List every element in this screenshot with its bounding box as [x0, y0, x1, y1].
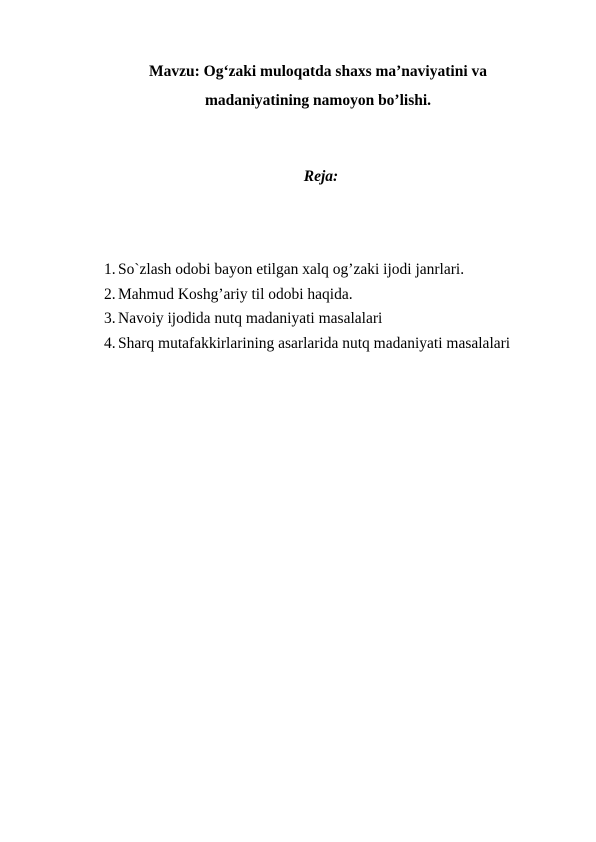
- plan-item-text: So`zlash odobi bayon etilgan xalq og’zaki ijodi janrlari.: [118, 261, 465, 278]
- plan-item-text: Mahmud Koshg’ariy til odobi haqida.: [118, 285, 353, 303]
- title-line-2: madaniyatining namoyon bo’lishi.: [204, 92, 432, 109]
- document-title: [0, 57, 596, 115]
- plan-item-number: 3.: [104, 310, 116, 327]
- plan-item-number: 2.: [104, 285, 116, 303]
- plan-list: [104, 258, 510, 356]
- plan-item-number: 4.: [104, 334, 116, 352]
- plan-item-text: Navoiy ijodida nutq madaniyati masalalari: [118, 310, 383, 327]
- plan-item-text: Sharq mutafakkirlarining asarlarida nutq madaniyati masalalari: [118, 334, 511, 352]
- plan-item-3: [104, 307, 510, 332]
- plan-heading: Reja:: [303, 168, 339, 185]
- plan-item-2: [104, 283, 510, 308]
- plan-item-4: [104, 332, 510, 357]
- plan-item-number: 1.: [104, 261, 116, 278]
- title-line-1: Mavzu: Og‘zaki muloqatda shaxs ma’naviyatini va: [148, 63, 487, 80]
- plan-item-1: [104, 258, 510, 283]
